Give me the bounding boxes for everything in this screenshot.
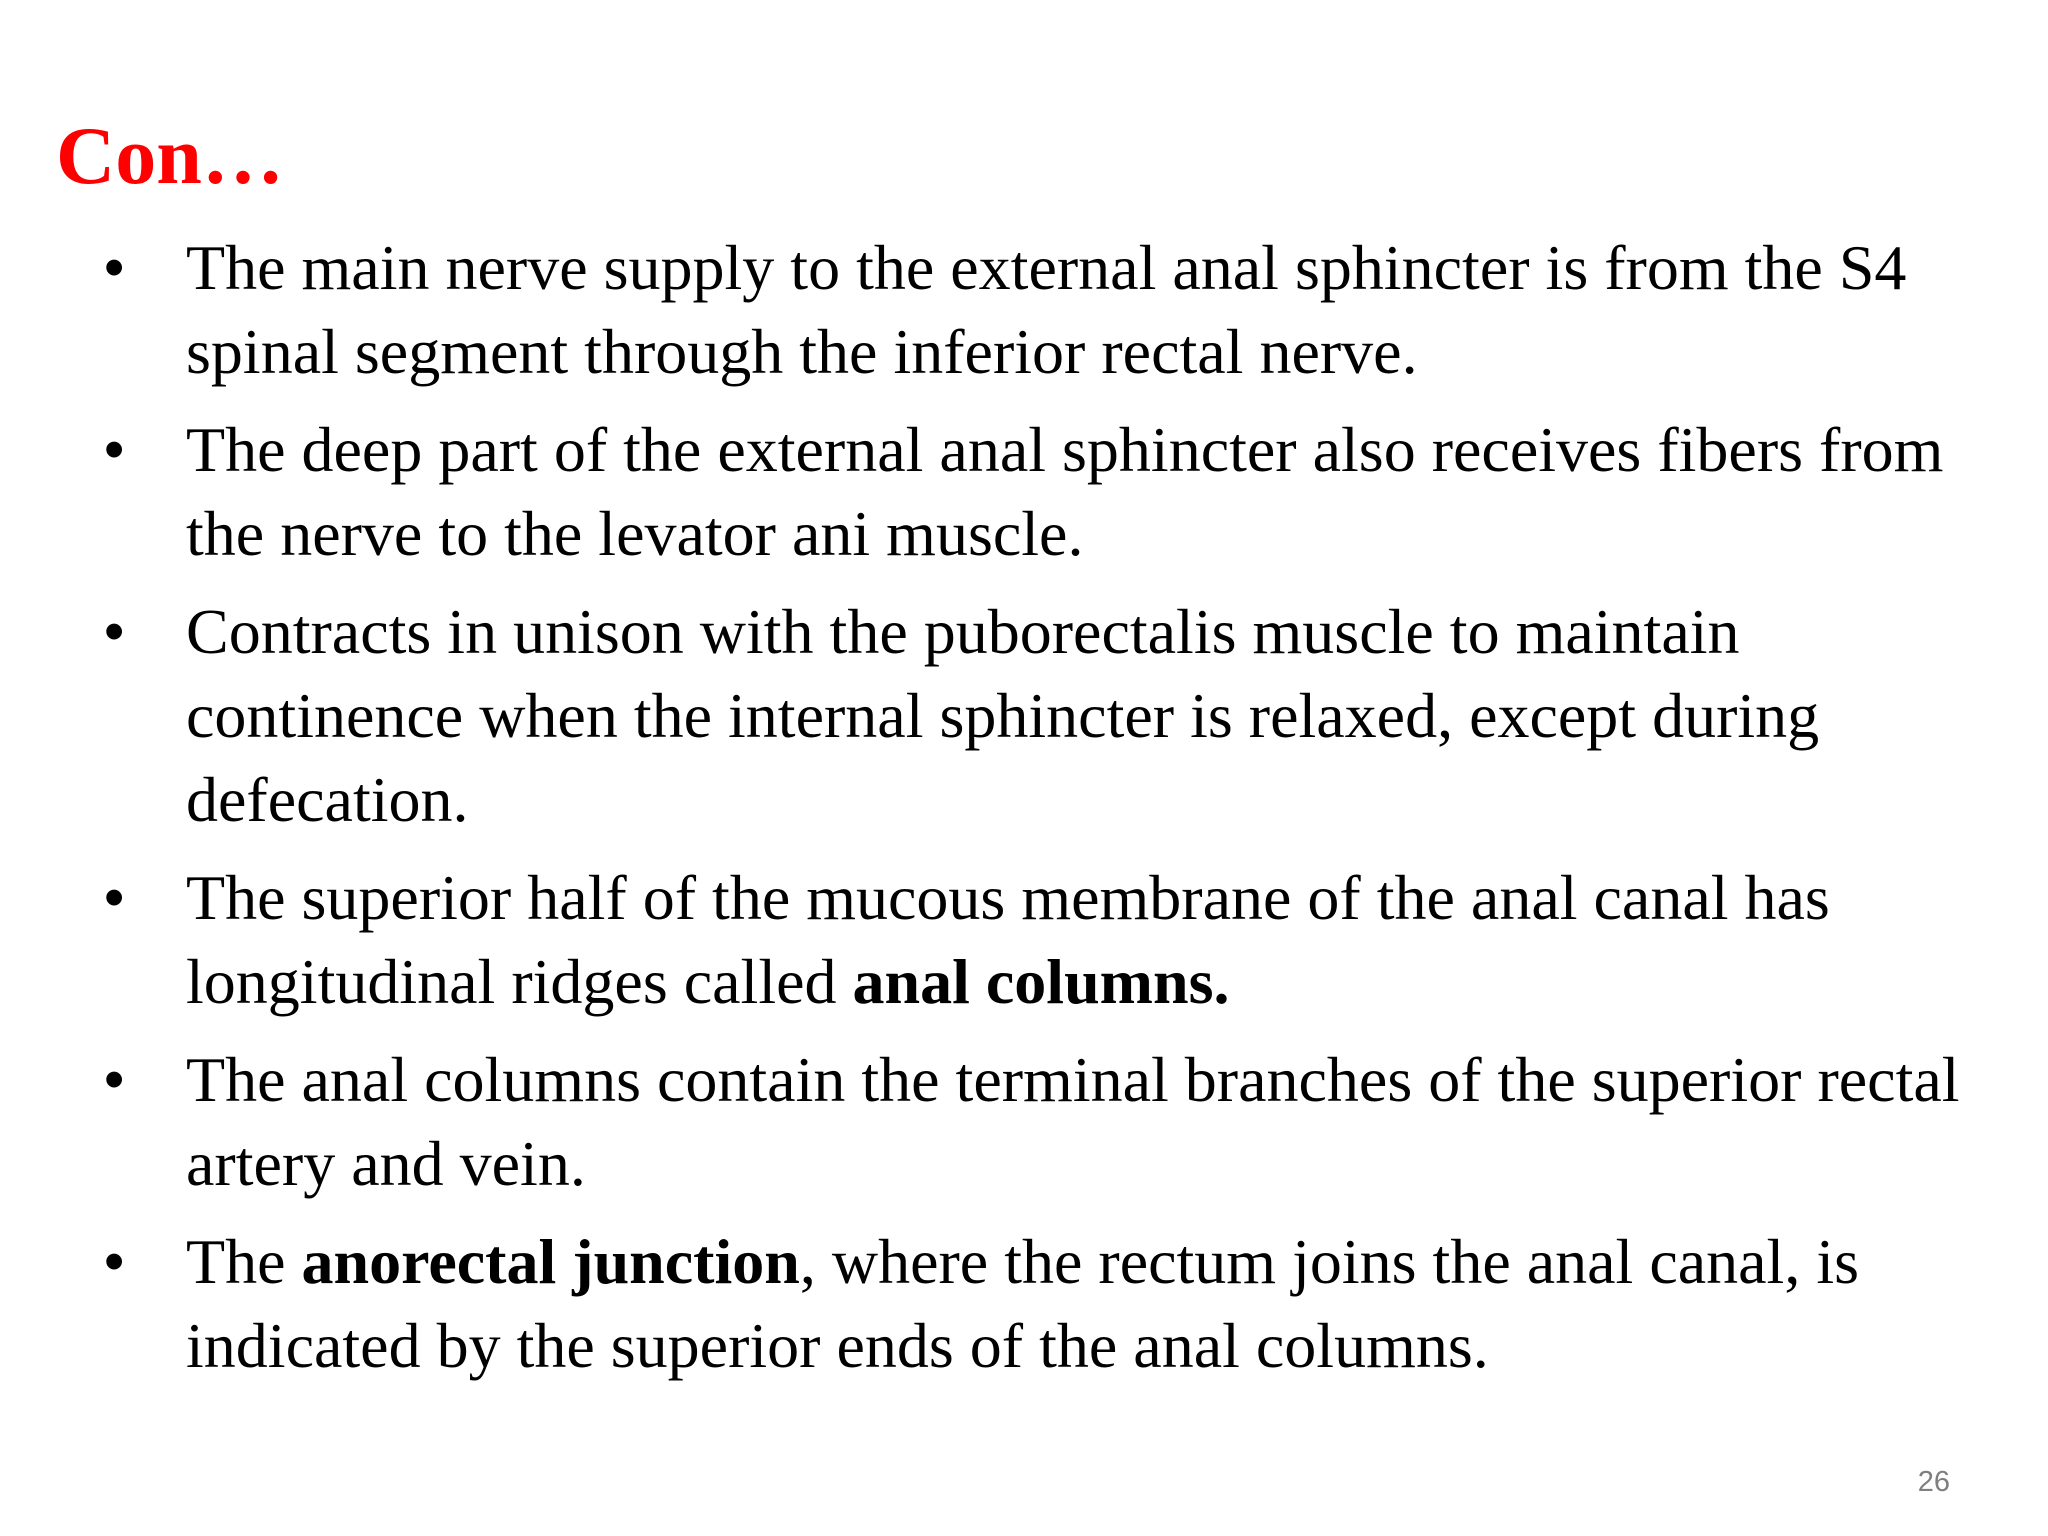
bullet-item [104, 590, 2004, 842]
bullet-symbol: • [104, 1047, 125, 1112]
bold-term-anorectal-junction: anorectal junction [301, 1226, 800, 1297]
bullet-text-part: The deep part of the external anal sphincter also receives fibers from the nerve to the levator ani muscle. [186, 414, 1944, 569]
bold-term-anal-columns: anal columns. [852, 946, 1230, 1017]
bullet-item [104, 856, 2004, 1024]
bullet-symbol: • [104, 865, 125, 930]
bullet-text [186, 1044, 1960, 1199]
bullet-text [186, 232, 1906, 387]
page-number: 26 [1917, 1466, 1950, 1498]
bullet-item [104, 1220, 2004, 1388]
bullet-item [104, 408, 2004, 576]
bullet-list [104, 226, 2004, 1402]
bullet-text-part: The [186, 1226, 302, 1297]
bullet-text [186, 862, 1830, 1017]
slide-title: Con… [56, 110, 284, 201]
bullet-symbol: • [104, 1229, 125, 1294]
bullet-text [186, 596, 1819, 835]
bullet-text [186, 414, 1943, 569]
bullet-item [104, 1038, 2004, 1206]
bullet-text-part: The main nerve supply to the external anal sphincter is from the S4 spinal segment through the inferior rectal nerve. [186, 232, 1907, 387]
bullet-text-part: The anal columns contain the terminal branches of the superior rectal artery and vein. [186, 1044, 1960, 1199]
bullet-item [104, 226, 2004, 394]
bullet-text-part: , where the rectum joins the anal canal, is indicated by the superior ends of the anal columns. [186, 1226, 1859, 1381]
bullet-symbol: • [104, 599, 125, 664]
bullet-symbol: • [104, 417, 125, 482]
bullet-text-part: The superior half of the mucous membrane of the anal canal has longitudinal ridges called [186, 862, 1830, 1017]
bullet-text [186, 1226, 1859, 1381]
bullet-symbol: • [104, 235, 125, 300]
bullet-text-part: Contracts in unison with the puborectalis muscle to maintain continence when the internal sphincter is relaxed, except during defecation. [186, 596, 1820, 835]
